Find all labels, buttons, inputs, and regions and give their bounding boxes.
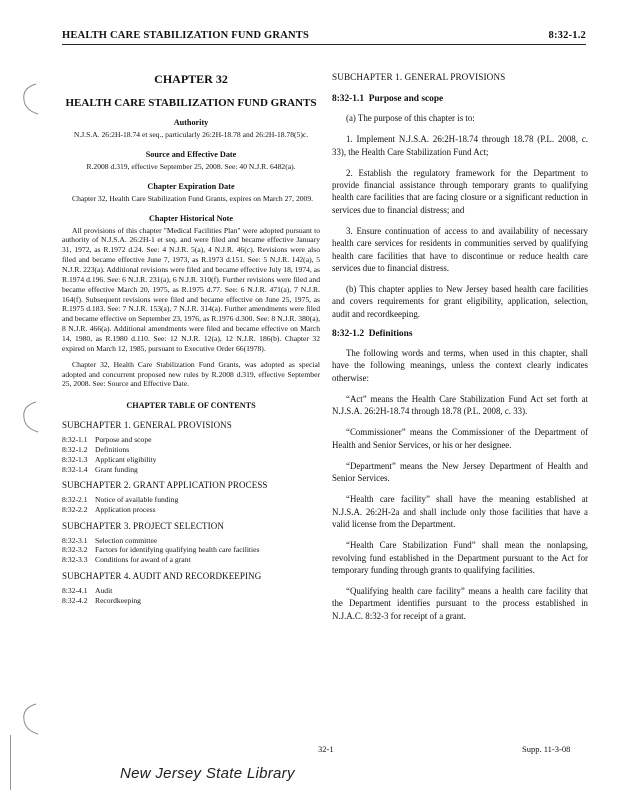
expiration-text: Chapter 32, Health Care Stabilization Fund Grants, expires on March 27, 2009. <box>72 193 314 203</box>
body-paragraph: (b) This chapter applies to New Jersey based health care facilities and covers requirements for grant eligibility, application, selection, audit and recordkeeping. <box>332 284 588 319</box>
margin-bracket-icon <box>16 398 46 438</box>
history-paragraph: All provisions of this chapter "Medical Facilities Plan" were adopted pursuant to authority of N.J.S.A. 26:2H-1 et seq. and were filed and became effective January 31, 1972, as R.1972 d.24. See: 4 N.J.R. 5(a), 4 N.J.R. 46(c). Revisions were also filed and became effective June 7, 1973, as R.1973 d.151. See: 5 N.J.R. 142(a), 5 N.J.R. 223(a). Additional revisions were filed and became effective July 18, 1974, as R.1974 d.196. See: 6 N.J.R. 231(a), 6 N.J.R. 310(f). Further revisions were filed and became effective March 20, 1975, as R.1975 d.77. See: 6 N.J.R. 471(a), 7 N.J.R. 164(f). Subsequent revisions were filed and became effective on June 25, 1975, as R.1975 d.183. See: 7 N.J.R. 153(a), 7 N.J.R. 314(a). Further amendments were filed and became effective on September 23, 1976, as R.1976 d.300. See: 8 N.J.R. 380(a), 8 N.J.R. 466(a). Additional amendments were filed and became effective on March 14, 1980, as R.1980 d.110. See: 12 N.J.R. 12(a), 12 N.J.R. 186(b). Chapter 32 expired on March 12, 1985, pursuant to Executive Order 66(1978). <box>62 225 320 353</box>
toc-entry-number: 8:32-1.2 <box>62 444 88 454</box>
history-paragraph: Chapter 32, Health Care Stabilization Fund Grants, was adopted as special adopted and concurrent proposed new rules by R.2008 d.319, effective September 25, 2008. See: Source and Effective Date. <box>62 359 320 389</box>
definition-paragraph: “Commissioner” means the Commissioner of the Department of Health and Senior Services, or his or her designee. <box>332 427 588 450</box>
toc-entry[interactable] <box>62 596 320 606</box>
authority-heading: Authority <box>173 118 209 127</box>
header-title: HEALTH CARE STABILIZATION FUND GRANTS <box>62 30 310 41</box>
supplement-date: Supp. 11-3-08 <box>522 744 571 754</box>
toc-entry[interactable] <box>62 455 320 465</box>
toc-entry[interactable] <box>62 465 320 475</box>
toc-entry-number: 8:32-3.3 <box>62 555 88 565</box>
toc-entry-number: 8:32-1.4 <box>62 464 88 474</box>
margin-line <box>10 735 11 790</box>
running-header <box>62 26 586 45</box>
toc-entry-title: Application process <box>95 505 156 514</box>
toc-entry-number: 8:32-2.1 <box>62 495 88 505</box>
toc-entry[interactable] <box>62 505 320 515</box>
section-heading <box>332 329 588 339</box>
toc-entry-title: Notice of available funding <box>95 495 179 505</box>
toc-entry[interactable] <box>62 545 320 555</box>
toc-entry-title: Selection committee <box>95 535 158 545</box>
chapter-number: CHAPTER 32 <box>154 72 228 86</box>
section-title: Definitions <box>368 328 413 339</box>
toc-entry[interactable] <box>62 495 320 505</box>
section-number: 8:32-1.1 <box>332 94 365 104</box>
toc-entry-number: 8:32-3.1 <box>62 535 88 545</box>
toc-entry-title: Definitions <box>95 444 130 454</box>
body-paragraph: The following words and terms, when used in this chapter, shall have the following meanings, unless the context clearly indicates otherwise: <box>332 347 588 383</box>
toc-entry[interactable] <box>62 536 320 546</box>
toc-entry-title: Audit <box>95 585 113 595</box>
toc-entry-title: Recordkeeping <box>95 595 141 605</box>
definition-paragraph: “Act” means the Health Care Stabilization Fund Act set forth at N.J.S.A. 26:2H-18.74 through 18.78 (P.L. 2008, c. 33). <box>332 393 588 417</box>
left-column <box>62 72 320 606</box>
body-paragraph: (a) The purpose of this chapter is to: <box>346 113 475 123</box>
section-title: Purpose and scope <box>368 94 444 104</box>
toc-entry-title: Applicant eligibility <box>95 454 157 464</box>
definition-paragraph: “Department” means the New Jersey Department of Health and Senior Services. <box>332 460 588 484</box>
toc-subchapter: SUBCHAPTER 4. AUDIT AND RECORDKEEPING <box>62 571 262 582</box>
toc-subchapter: SUBCHAPTER 2. GRANT APPLICATION PROCESS <box>62 480 268 491</box>
page-number: 32-1 <box>318 744 334 754</box>
toc-subchapter: SUBCHAPTER 3. PROJECT SELECTION <box>62 520 224 531</box>
toc-entry-number: 8:32-4.2 <box>62 595 88 605</box>
toc-entry[interactable] <box>62 555 320 565</box>
margin-bracket-icon <box>16 80 46 120</box>
toc-entry-number: 8:32-4.1 <box>62 585 88 595</box>
margin-bracket-icon <box>16 700 46 740</box>
toc-entry-number: 8:32-2.2 <box>62 505 88 514</box>
body-paragraph: 2. Establish the regulatory framework for the Department to provide financial assistance through temporary grants to qualifying health care facilities that are facing closure or a significant reduction in services due to financial distress; and <box>332 167 588 215</box>
toc-entry-title: Conditions for award of a grant <box>95 555 191 565</box>
toc-entry-title: Grant funding <box>95 464 138 474</box>
toc-subchapter: SUBCHAPTER 1. GENERAL PROVISIONS <box>62 420 232 431</box>
body-paragraph: 3. Ensure continuation of access to and availability of necessary health care services for residents in communities served by qualifying health care facilities that have to discontinue or reduce health care services due to financial distress. <box>332 225 588 273</box>
section-number: 8:32-1.2 <box>332 328 365 339</box>
section-heading <box>332 94 588 104</box>
table-of-contents <box>62 420 320 605</box>
chapter-title: HEALTH CARE STABILIZATION FUND GRANTS <box>65 97 317 109</box>
definition-paragraph: “Health care facility” shall have the meaning established at N.J.S.A. 26:2H-2a and shall include only those facilities that have a valid license from the Department. <box>332 494 588 530</box>
header-section-number: 8:32-1.2 <box>548 30 586 41</box>
definition-paragraph: “Qualifying health care facility” means a health care facility that the Department identifies pursuant to the process established in N.J.A.C. 8:32-3 for receipt of a grant. <box>332 586 588 621</box>
expiration-heading: Chapter Expiration Date <box>147 181 235 191</box>
toc-entry-number: 8:32-3.2 <box>62 545 88 555</box>
toc-entry-title: Purpose and scope <box>95 435 152 445</box>
toc-entry-number: 8:32-1.3 <box>62 454 88 464</box>
toc-entry[interactable] <box>62 586 320 596</box>
source-text: R.2008 d.319, effective September 25, 2008. See: 40 N.J.R. 6482(a). <box>86 161 296 171</box>
toc-entry[interactable] <box>62 435 320 445</box>
library-watermark: New Jersey State Library <box>120 765 295 782</box>
definition-paragraph: “Health Care Stabilization Fund” shall mean the nonlapsing, revolving fund established in the Department pursuant to the Act for temporary funding through grants to qualifying facilities. <box>332 540 588 575</box>
toc-heading: CHAPTER TABLE OF CONTENTS <box>126 401 256 411</box>
source-heading: Source and Effective Date <box>145 149 237 159</box>
toc-entry-number: 8:32-1.1 <box>62 435 88 445</box>
right-column <box>332 72 588 631</box>
toc-entry[interactable] <box>62 445 320 455</box>
subchapter-heading: SUBCHAPTER 1. GENERAL PROVISIONS <box>332 72 506 82</box>
history-heading: Chapter Historical Note <box>149 213 233 223</box>
authority-text: N.J.S.A. 26:2H-18.74 et seq., particularly 26:2H-18.78 and 26:2H-18.78(5)c. <box>73 130 309 139</box>
body-paragraph: 1. Implement N.J.S.A. 26:2H-18.74 through 18.78 (P.L. 2008, c. 33), the Health Care Stabilization Fund Act; <box>332 134 588 157</box>
toc-entry-title: Factors for identifying qualifying health care facilities <box>95 545 260 555</box>
